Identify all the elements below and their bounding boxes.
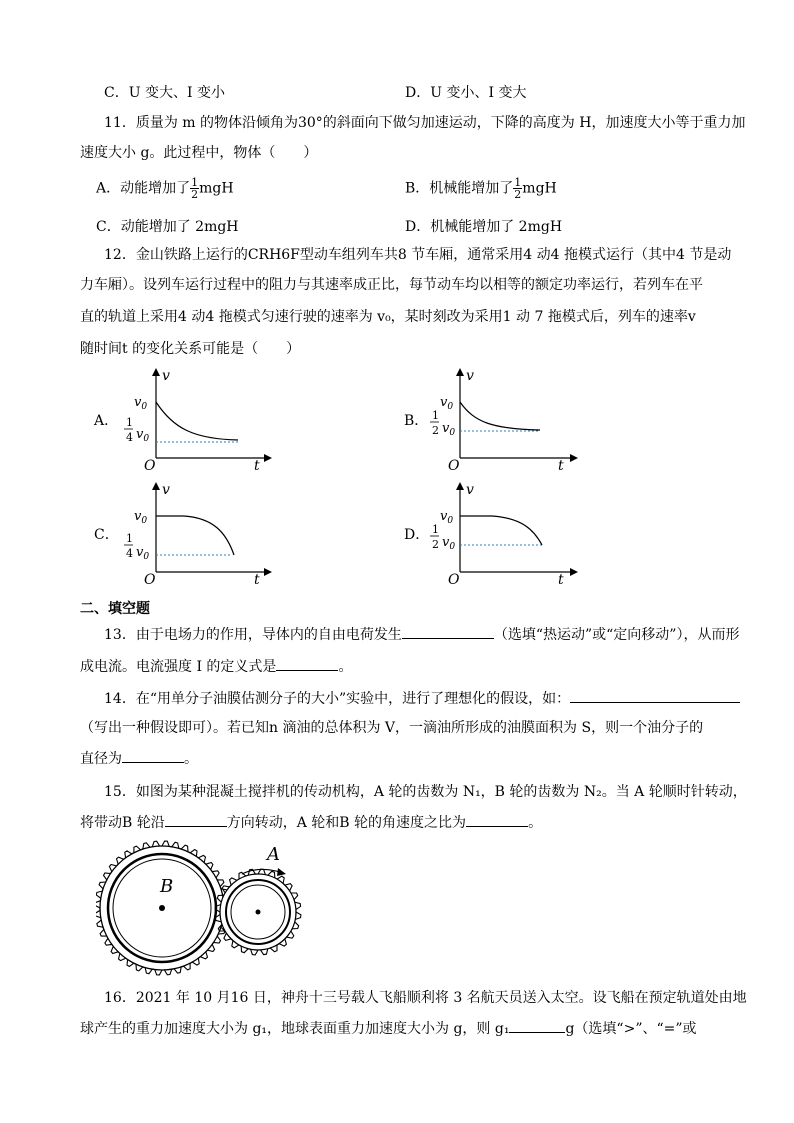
gear-b-icon: [96, 841, 229, 975]
q13-line1: 13．由于电场力的作用，导体内的自由电荷发生 （选填“热运动”或“定向移动”），从而形: [104, 624, 739, 645]
q11-option-b: B．机械能增加了 $\frac{1}{2}$ mgH: [405, 176, 557, 201]
answer-blank[interactable]: [122, 748, 184, 763]
q11-stem-line2: 速度大小 g。此过程中，物体（ ）: [80, 145, 318, 161]
v0-label: $v_0$: [136, 427, 150, 444]
frac-num: 1: [432, 409, 439, 422]
q15-line2: 将带动B 轮沿 方向转动，A 轮和B 轮的角速度之比为 。: [80, 812, 542, 833]
gear-diagram: [96, 838, 306, 978]
v0-label: $v_0$: [440, 395, 454, 412]
v0-label: $v_0$: [134, 395, 148, 412]
v0-label: $v_0$: [136, 545, 150, 562]
q14-line3: 直径为 。: [80, 748, 198, 769]
q11-stem-line1: 11．质量为 m 的物体沿倾角为30°的斜面向下做匀加速运动，下降的高度为 H，加速度大小等于重力加: [104, 115, 746, 131]
frac-den: 2: [432, 424, 439, 437]
answer-blank[interactable]: [276, 656, 338, 671]
q11-option-d: D．机械能增加了 2mgH: [405, 219, 563, 235]
v0-label: $v_0$: [440, 509, 454, 526]
answer-blank[interactable]: [165, 812, 227, 827]
origin-label: O: [448, 458, 460, 472]
q12-stem-line3: 直的轨道上采用4 动4 拖模式匀速行驶的速率为 v₀，某时刻改为采用1 动 7 拖模式后，列车的速率v: [80, 309, 696, 325]
answer-blank[interactable]: [570, 688, 740, 703]
section-title: 二、填空题: [80, 601, 150, 617]
frac-num: 1: [126, 416, 133, 429]
graph-a-label: A．: [94, 413, 119, 429]
fraction: $\frac{1}{2}$: [514, 176, 522, 201]
v0-label: $v_0$: [442, 535, 456, 552]
graph-c-label: C．: [94, 527, 119, 543]
axis-label-v: v: [162, 482, 170, 498]
q12-stem-line1: 12．金山铁路上运行的CRH6F型动车组列车共8 节车厢，通常采用4 动4 拖模式运行（其中4 节是动: [104, 247, 732, 263]
frac-den: 2: [432, 538, 439, 551]
frac-num: 1: [126, 532, 133, 545]
answer-blank[interactable]: [402, 624, 494, 639]
graph-b-label: B．: [404, 413, 429, 429]
q12-stem-line4: 随时间t 的变化关系可能是（ ）: [80, 341, 301, 357]
q14-line1: 14．在“用单分子油膜估测分子的大小”实验中，进行了理想化的假设，如：: [104, 688, 740, 709]
axis-label-v: v: [162, 368, 170, 384]
graph-d-label: D．: [404, 527, 430, 543]
origin-label: O: [448, 572, 460, 586]
axis-label-t: t: [558, 572, 564, 586]
graph-d: [424, 480, 584, 586]
q10-option-d: D．U 变小、I 变大: [405, 85, 527, 101]
q16-line1: 16．2021 年 10 月16 日，神舟十三号载人飞船顺利将 3 名航天员送入太空。设飞船在预定轨道处由地: [104, 990, 747, 1006]
graph-a: [118, 366, 278, 472]
gear-b-label: B: [160, 876, 174, 897]
fraction: $\frac{1}{2}$: [191, 176, 199, 201]
curve: [460, 516, 542, 545]
v0-label: $v_0$: [442, 421, 456, 438]
q12-stem-line2: 力车厢）。设列车运行过程中的阻力与其速率成正比，每节动车均以相等的额定功率运行，若列车在平: [80, 277, 703, 293]
axis-label-t: t: [254, 572, 260, 586]
q15-line1: 15．如图为某种混凝土搅拌机的传动机构，A 轮的齿数为 N₁，B 轮的齿数为 N₂。当 A 轮顺时针转动，: [104, 784, 747, 800]
q11-option-a: A．动能增加了 $\frac{1}{2}$ mgH: [96, 176, 234, 201]
curve: [156, 516, 234, 555]
gear-a-label: A: [267, 844, 280, 865]
q16-line2: 球产生的重力加速度大小为 g₁，地球表面重力加速度大小为 g，则 g₁ g（选填“>”、“=”或: [80, 1018, 697, 1039]
frac-num: 1: [432, 523, 439, 536]
answer-blank[interactable]: [466, 812, 528, 827]
axis-label-t: t: [254, 458, 260, 472]
q11-option-c: C．动能增加了 2mgH: [96, 219, 239, 235]
frac-den: 4: [126, 431, 133, 444]
graph-b: [424, 366, 584, 472]
v0-label: $v_0$: [134, 509, 148, 526]
q14-line2: （写出一种假设即可）。若已知n 滴油的总体积为 V，一滴油所形成的油膜面积为 S，则一个油分子的: [80, 720, 704, 736]
gear-a-icon: [215, 869, 301, 955]
frac-den: 4: [126, 547, 133, 560]
curve: [156, 402, 238, 440]
axis-label-t: t: [558, 458, 564, 472]
axis-label-v: v: [466, 368, 474, 384]
origin-label: O: [144, 572, 156, 586]
axis-label-v: v: [466, 482, 474, 498]
graph-c: [118, 480, 278, 586]
answer-blank[interactable]: [509, 1018, 565, 1033]
origin-label: O: [144, 458, 156, 472]
curve: [460, 402, 540, 430]
q13-line2: 成电流。电流强度 I 的定义式是 。: [80, 656, 352, 677]
q10-option-c: C．U 变大、I 变小: [104, 85, 225, 101]
